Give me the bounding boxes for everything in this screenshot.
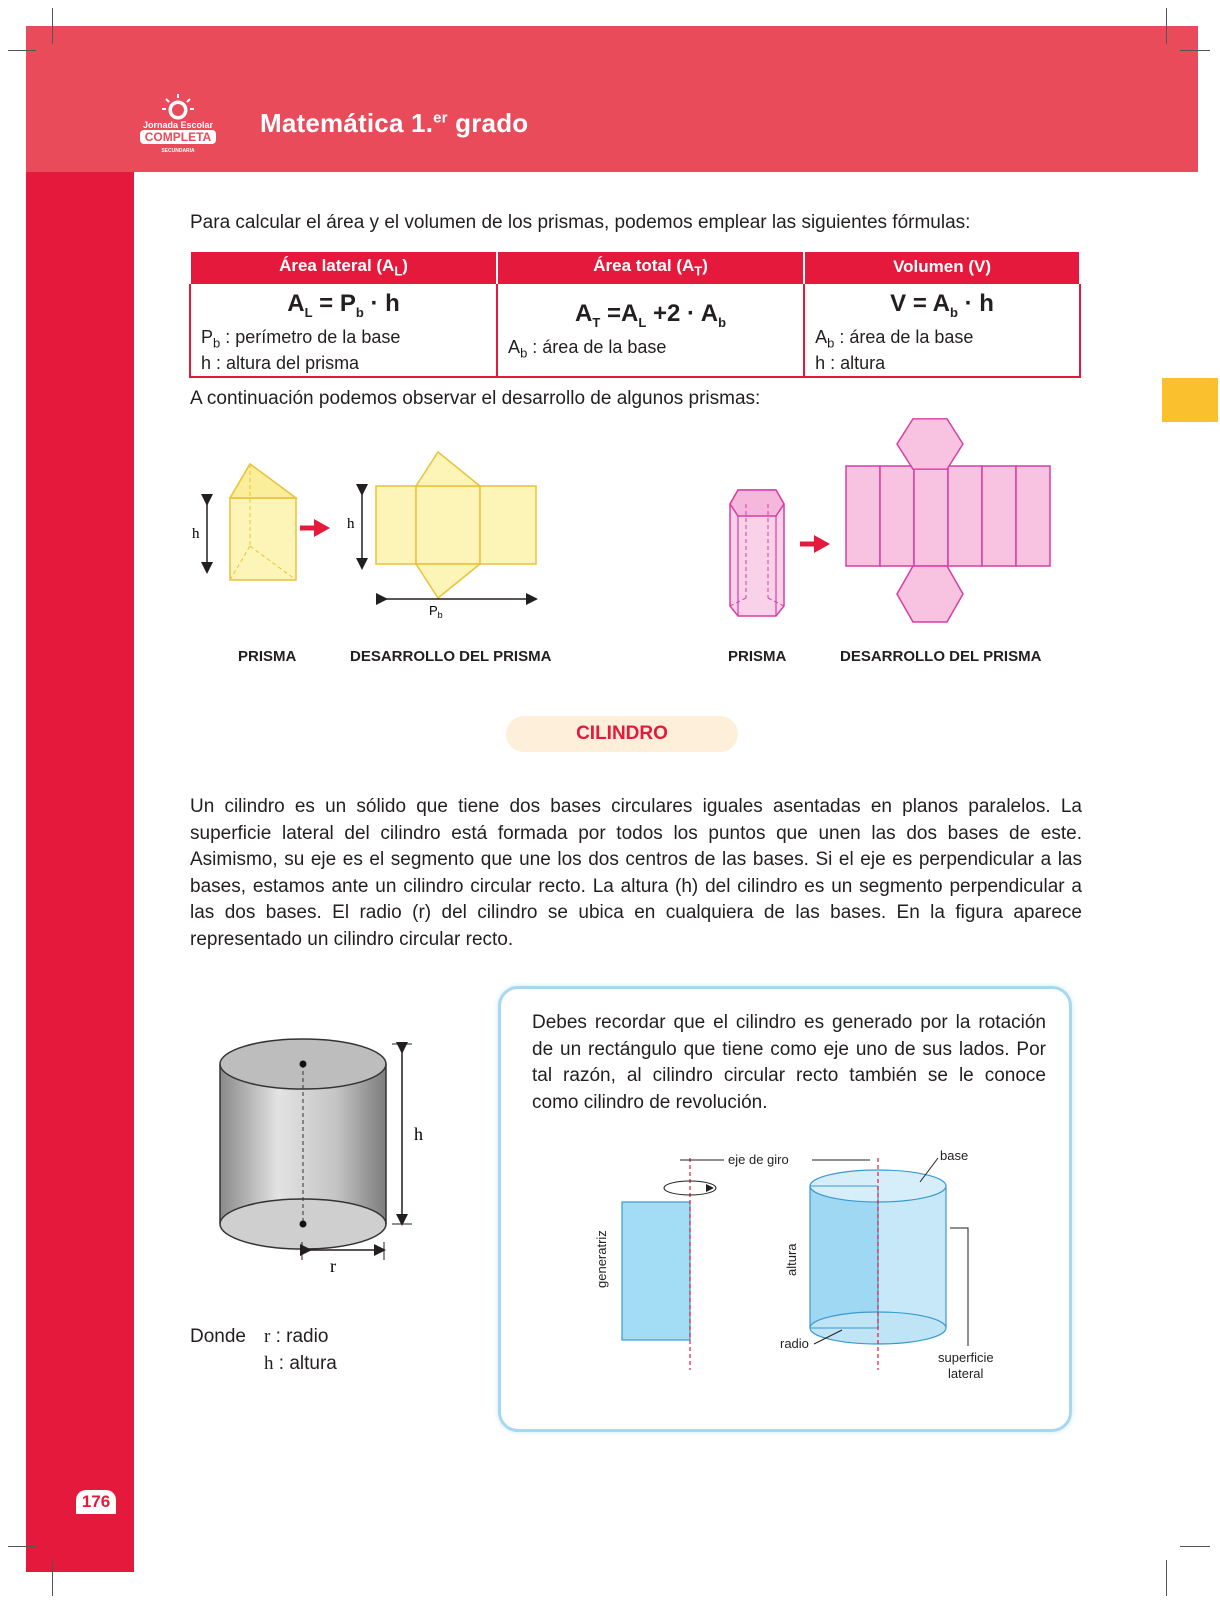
col-lateral-cell bbox=[190, 283, 497, 377]
eje-label: eje de giro bbox=[728, 1152, 789, 1167]
crop-mark bbox=[52, 8, 53, 44]
crop-mark bbox=[1166, 8, 1167, 44]
logo-line1: Jornada Escolar bbox=[142, 120, 214, 130]
base-label: base bbox=[940, 1148, 969, 1163]
caption-prisma-1: PRISMA bbox=[238, 648, 297, 665]
logo-line3: SECUNDARIA bbox=[161, 148, 195, 154]
formula-volume: $V = A_b \cdot h$ bbox=[890, 290, 994, 320]
hexagonal-prism bbox=[730, 490, 784, 616]
revolution-figure bbox=[580, 1148, 1030, 1408]
page-number: 176 bbox=[76, 1490, 116, 1514]
logo bbox=[136, 92, 220, 154]
def-pb: $P_b$ : perímetro de la base bbox=[201, 326, 401, 351]
triangular-prism-figure bbox=[180, 440, 560, 640]
page-title: Matemática 1.$^{er}$ grado bbox=[260, 108, 529, 138]
sun-icon bbox=[162, 94, 194, 119]
logo-line2: COMPLETA bbox=[144, 130, 212, 144]
crop-mark bbox=[1166, 1560, 1167, 1596]
col-volume-head: Volumen (V) bbox=[804, 251, 1080, 283]
superficie-label-1: superficie bbox=[938, 1350, 994, 1365]
legend-donde: Donde bbox=[190, 1326, 246, 1347]
cylinder-figure bbox=[210, 1028, 440, 1298]
crop-mark bbox=[52, 1560, 53, 1596]
col-total-head: Área total $(A_T)$ bbox=[497, 251, 804, 283]
generatriz-label: generatriz bbox=[594, 1230, 609, 1288]
def-h: h : altura del prisma bbox=[201, 353, 360, 374]
red-arrow-icon bbox=[800, 535, 830, 553]
h-label: h bbox=[414, 1124, 423, 1144]
note-text: Debes recordar que el cilindro es generado por la rotación de un rectángulo que tiene como eje uno de sus lados. Por tal razón, al cilindro circular recto también se le conoce como cilindro de revolución. bbox=[532, 1012, 1046, 1113]
pb-label: $P_b$ bbox=[429, 603, 443, 620]
section-title: CILINDRO bbox=[506, 716, 738, 752]
intro-text: Para calcular el área y el volumen de los prismas, podemos emplear las siguientes fórmulas: bbox=[190, 212, 971, 233]
cylinder-paragraph: Un cilindro es un sólido que tiene dos bases circulares iguales asentadas en planos paralelos. La superficie lateral del cilindro está formada por todos los puntos que unen las dos bases de este. Asimismo, su eje es el segmento que une los dos centros de las bases. Si el eje es perpendicular a las bases, estamos ante un cilindro circular recto. La altura (h) del cilindro es un segmento perpendicular a las dos bases. El radio (r) del cilindro se ubica en cualquiera de las bases. En la figura aparece representado un cilindro circular recto. bbox=[190, 796, 1082, 950]
triangular-prism bbox=[230, 464, 296, 580]
col-volume-cell bbox=[804, 283, 1080, 377]
r-label: r bbox=[330, 1256, 336, 1276]
def-ab: $A_b$ : área de la base bbox=[508, 336, 667, 361]
hexagonal-prism-net bbox=[846, 419, 1050, 622]
caption-desarrollo-1: DESARROLLO DEL PRISMA bbox=[350, 648, 552, 665]
radio-label: radio bbox=[780, 1336, 809, 1351]
section-tab bbox=[1162, 378, 1218, 422]
crop-mark bbox=[1180, 50, 1210, 51]
caption-prisma-2: PRISMA bbox=[728, 648, 787, 665]
red-arrow-icon bbox=[300, 519, 330, 537]
crop-mark bbox=[8, 1546, 36, 1547]
altura-label: altura bbox=[784, 1243, 799, 1276]
cylinder bbox=[220, 1039, 386, 1249]
h-label: h bbox=[347, 516, 355, 532]
legend-h: h : altura bbox=[264, 1353, 337, 1374]
superficie-label-2: lateral bbox=[948, 1366, 984, 1381]
col-lateral-head: Área lateral $(A_L)$ bbox=[190, 251, 497, 283]
caption-desarrollo-2: DESARROLLO DEL PRISMA bbox=[840, 648, 1042, 665]
sidebar-band bbox=[26, 172, 134, 1572]
rectangle-generator bbox=[622, 1202, 690, 1340]
crop-mark bbox=[1180, 1546, 1210, 1547]
formula-lateral: $A_L = P_b \cdot h$ bbox=[287, 290, 400, 320]
prisms-intro: A continuación podemos observar el desarrollo de algunos prismas: bbox=[190, 388, 761, 409]
crop-mark bbox=[8, 50, 36, 51]
triangular-prism-net bbox=[376, 452, 536, 598]
legend-r: r : radio bbox=[264, 1326, 329, 1347]
h-label: h bbox=[192, 526, 200, 542]
def-ab-vol: $A_b$ : área de la base bbox=[815, 326, 974, 351]
hexagonal-prism-figure bbox=[720, 418, 1080, 638]
def-h-vol: h : altura bbox=[815, 353, 886, 374]
formula-table bbox=[189, 250, 1081, 378]
col-total-cell bbox=[497, 283, 804, 377]
formula-total: $A_T =A_L +2 \cdot A_b$ bbox=[575, 300, 727, 330]
